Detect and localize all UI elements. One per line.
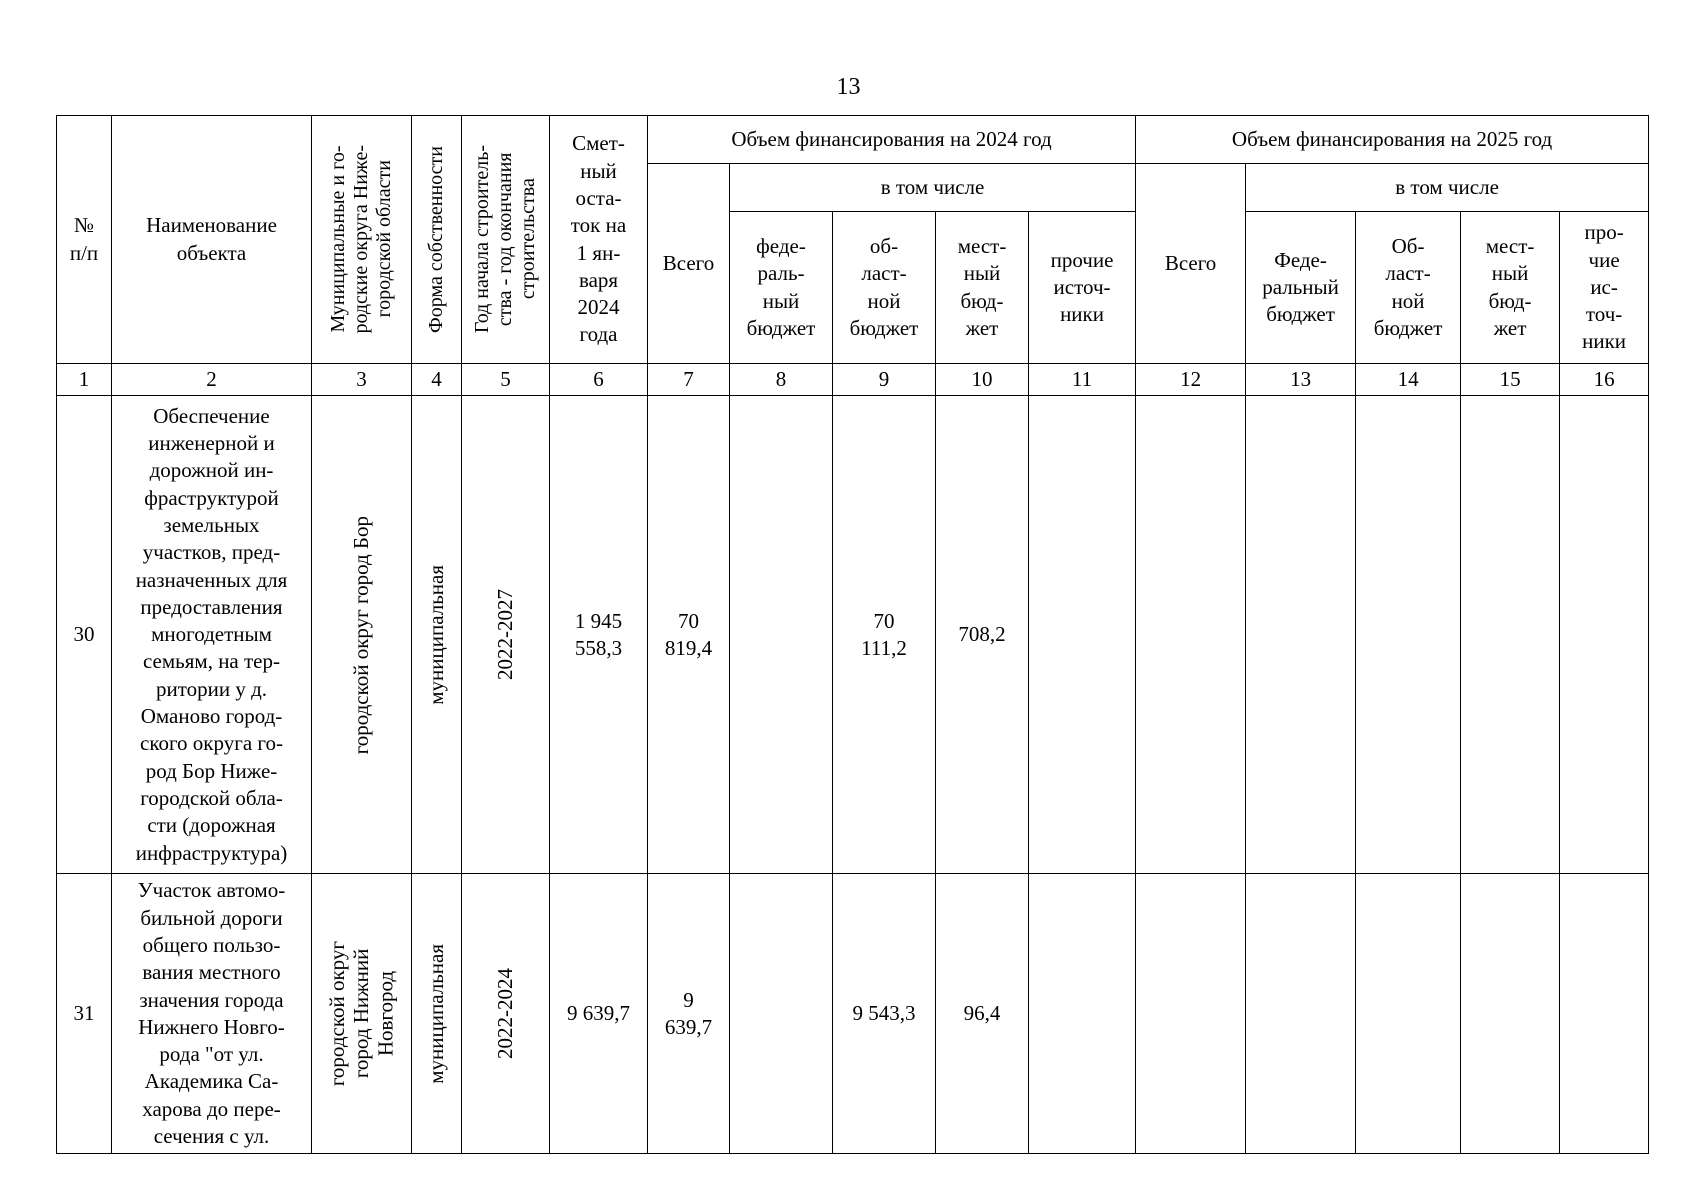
local-2025: [1461, 874, 1560, 1154]
table-row: [57, 874, 1649, 1154]
column-number: 11: [1029, 364, 1136, 396]
federal-2025: [1246, 396, 1356, 874]
federal-2024: [730, 396, 833, 874]
ownership-text: муниципальная: [424, 564, 449, 705]
regional-2024: 9 543,3: [833, 874, 936, 1154]
total-2025: [1136, 874, 1246, 1154]
object-name: Обеспечение инженерной и дорожной ин- фраструктурой земельных участков, пред- назначенных для предоставления многодетным семьям, на тер- ритории у д. Оманово город- ского округа го- род Бор Ниже- городской обла- сти (дорожная инфраструктура): [112, 396, 312, 874]
local-2024: 96,4: [936, 874, 1029, 1154]
local-2024: 708,2: [936, 396, 1029, 874]
total-2025: [1136, 396, 1246, 874]
other-2024: [1029, 874, 1136, 1154]
column-numbers-row: [57, 364, 1649, 396]
header-local-2024: мест- ный бюд- жет: [936, 212, 1029, 364]
column-number: 13: [1246, 364, 1356, 396]
column-number: 14: [1356, 364, 1461, 396]
header-local-2025: мест- ный бюд- жет: [1461, 212, 1560, 364]
header-regional-2025: Об- ласт- ной бюджет: [1356, 212, 1461, 364]
header-total-2024: Всего: [648, 164, 730, 364]
ownership-cell: [412, 874, 462, 1154]
column-number: 3: [312, 364, 412, 396]
other-2024: [1029, 396, 1136, 874]
district-cell: [312, 874, 412, 1154]
regional-2025: [1356, 874, 1461, 1154]
header-including-2024: в том числе: [730, 164, 1136, 212]
district-cell: [312, 396, 412, 874]
header-total-2025: Всего: [1136, 164, 1246, 364]
header-group-2025: Объем финансирования на 2025 год: [1136, 116, 1649, 164]
object-name: Участок автомо- бильной дороги общего пользо- вания местного значения города Нижнего Новго- рода "от ул. Академика Са- харова до пере- сечения с ул.: [112, 874, 312, 1154]
column-number: 7: [648, 364, 730, 396]
page-number: 13: [836, 74, 861, 100]
district-text: городской округ город Бор: [349, 515, 374, 754]
column-number: 1: [57, 364, 112, 396]
column-number: 15: [1461, 364, 1560, 396]
column-number: 9: [833, 364, 936, 396]
total-2024: 70 819,4: [648, 396, 730, 874]
years-cell: [462, 396, 550, 874]
ownership-cell: [412, 396, 462, 874]
federal-2025: [1246, 874, 1356, 1154]
column-number: 16: [1560, 364, 1649, 396]
column-number: 10: [936, 364, 1029, 396]
other-2025: [1560, 874, 1649, 1154]
funding-table: [56, 115, 1649, 1154]
table-row: [57, 396, 1649, 874]
regional-2024: 70 111,2: [833, 396, 936, 874]
header-federal-2025: Феде- ральный бюджет: [1246, 212, 1356, 364]
ownership-text: муниципальная: [424, 943, 449, 1084]
row-number: 30: [57, 396, 112, 874]
total-2024: 9 639,7: [648, 874, 730, 1154]
header-group-2024: Объем финансирования на 2024 год: [648, 116, 1136, 164]
header-federal-2024: феде- раль- ный бюджет: [730, 212, 833, 364]
federal-2024: [730, 874, 833, 1154]
header-other-2024: прочие источ- ники: [1029, 212, 1136, 364]
other-2025: [1560, 396, 1649, 874]
estimate-balance: 9 639,7: [550, 874, 648, 1154]
header-other-2025: про- чие ис- точ- ники: [1560, 212, 1649, 364]
column-number: 6: [550, 364, 648, 396]
header-estimate-balance: Смет- ный оста- ток на 1 ян- варя 2024 года: [550, 116, 648, 364]
local-2025: [1461, 396, 1560, 874]
column-number: 8: [730, 364, 833, 396]
years-cell: [462, 874, 550, 1154]
row-number: 31: [57, 874, 112, 1154]
column-number: 4: [412, 364, 462, 396]
header-ownership: Форма собственности: [412, 116, 462, 364]
header-district: Муниципальные и го- родские округа Ниже- городской области: [312, 116, 412, 364]
district-text: городской округ город Нижний Новгород: [325, 941, 398, 1087]
estimate-balance: 1 945 558,3: [550, 396, 648, 874]
column-number: 2: [112, 364, 312, 396]
header-regional-2024: об- ласт- ной бюджет: [833, 212, 936, 364]
header-object-name: Наименование объекта: [112, 116, 312, 364]
header-including-2025: в том числе: [1246, 164, 1649, 212]
regional-2025: [1356, 396, 1461, 874]
header-years: Год начала строитель- ства - год окончания строительства: [462, 116, 550, 364]
header-number: № п/п: [57, 116, 112, 364]
column-number: 5: [462, 364, 550, 396]
years-text: 2022-2024: [493, 968, 518, 1060]
header-row-1: [57, 116, 1649, 164]
years-text: 2022-2027: [493, 589, 518, 681]
column-number: 12: [1136, 364, 1246, 396]
